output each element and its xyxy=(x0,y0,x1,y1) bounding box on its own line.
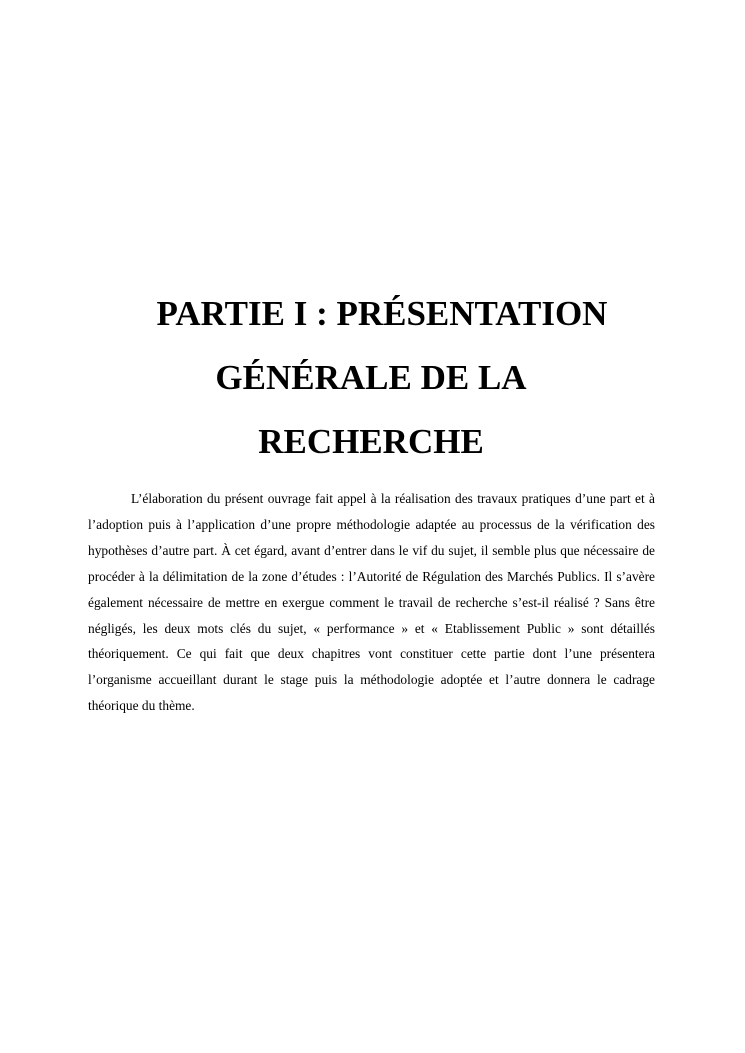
part-title-line-2: GÉNÉRALE DE LA xyxy=(215,358,527,397)
part-title-line-1: PARTIE I : PRÉSENTATION xyxy=(156,294,608,333)
part-title xyxy=(88,282,654,474)
intro-paragraph: L’élaboration du présent ouvrage fait appel à la réalisation des travaux pratiques d’une part et à l’adoption puis à l’application d’une propre méthodologie adaptée au processus de la vérification des hypothèses d’autre part. À cet égard, avant d’entrer dans le vif du sujet, il semble plus que nécessaire de procéder à la délimitation de la zone d’études : l’Autorité de Régulation des Marchés Publics. Il s’avère également nécessaire de mettre en exergue comment le travail de recherche s’est-il réalisé ? Sans être négligés, les deux mots clés du sujet, « performance » et « Etablissement Public » sont détaillés théoriquement. Ce qui fait que deux chapitres vont constituer cette partie dont l’une présentera l’organisme accueillant durant le stage puis la méthodologie adoptée et l’autre donnera le cadrage théorique du thème. xyxy=(88,491,655,714)
part-title-line-3: RECHERCHE xyxy=(258,422,484,461)
